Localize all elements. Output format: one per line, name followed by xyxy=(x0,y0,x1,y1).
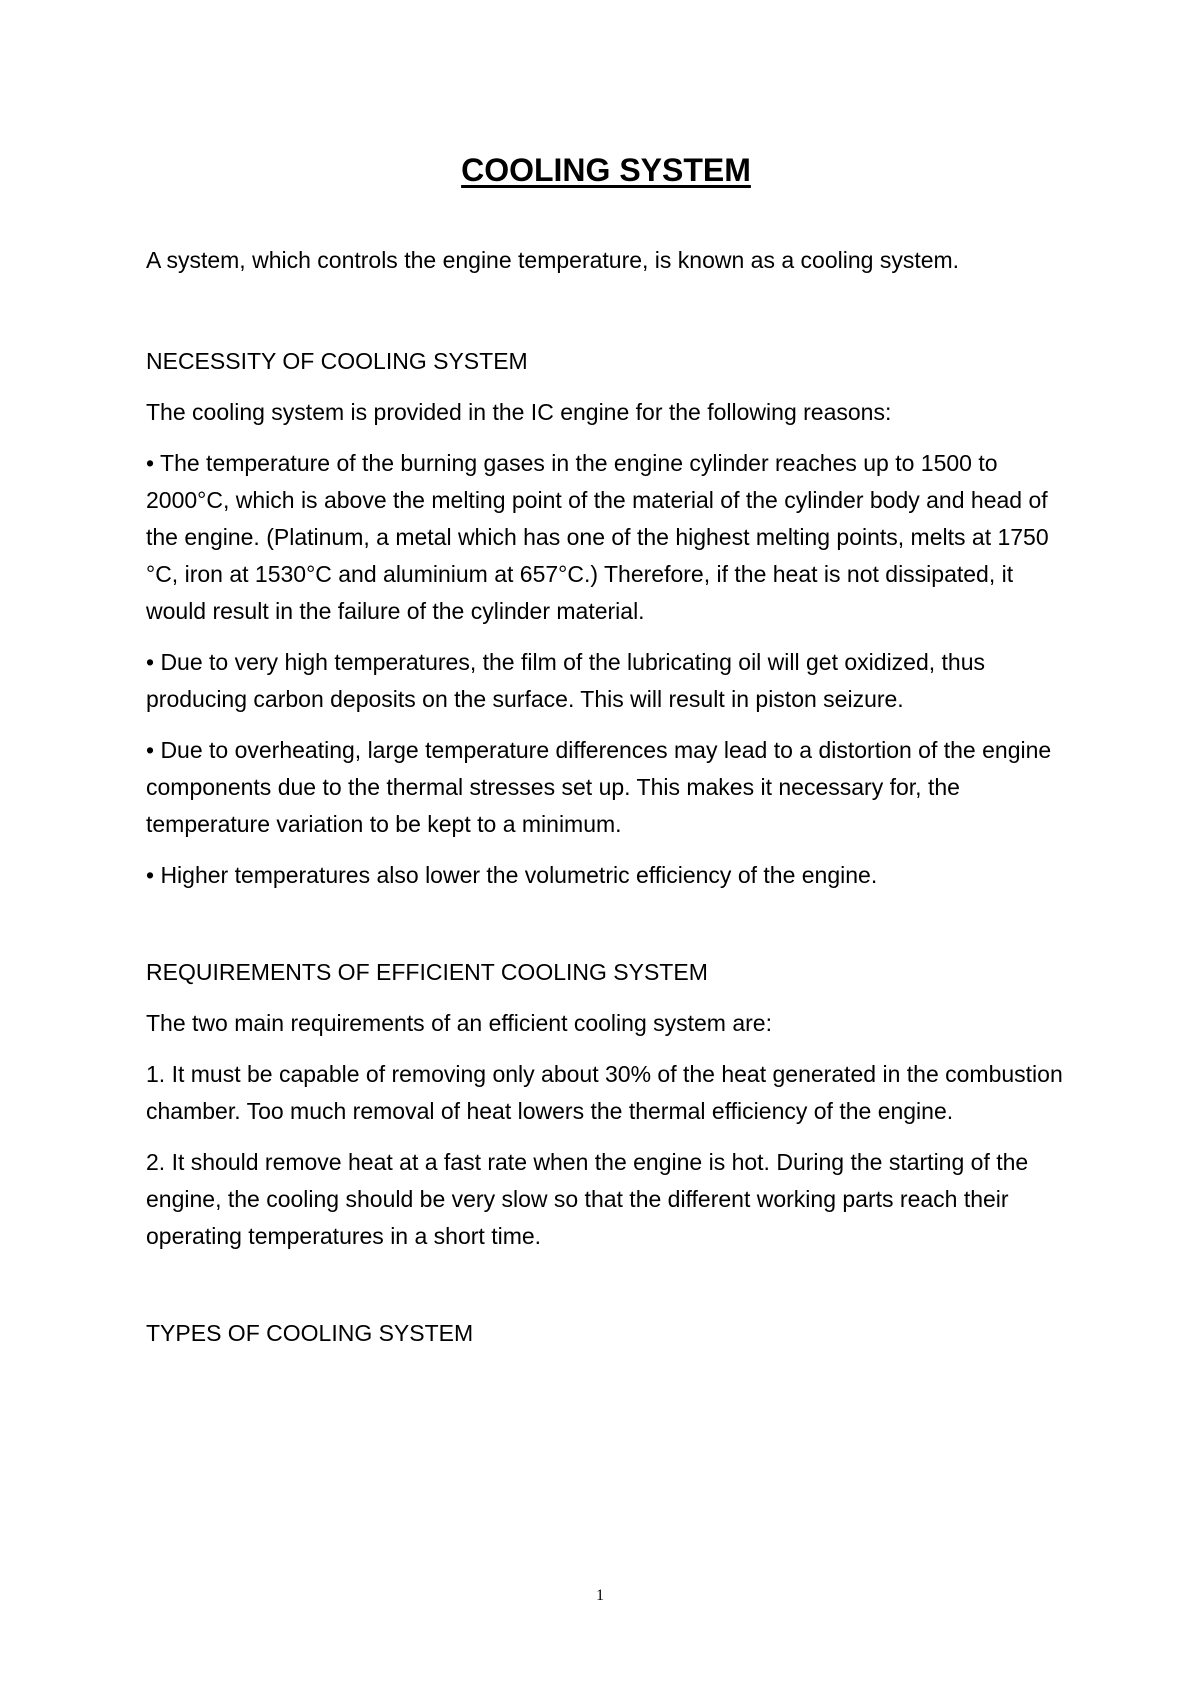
section-heading-necessity: NECESSITY OF COOLING SYSTEM xyxy=(146,348,528,374)
section-heading-types: TYPES OF COOLING SYSTEM xyxy=(146,1320,474,1346)
numbered-item: 2. It should remove heat at a fast rate when the engine is hot. During the starting of the engine, the cooling should be very slow so that the different working parts reach their operating temperatures in a short time. xyxy=(146,1149,1029,1249)
section-lead-requirements: The two main requirements of an efficient cooling system are: xyxy=(146,1010,772,1036)
section-types xyxy=(146,1315,1066,1352)
document-title: COOLING SYSTEM xyxy=(461,152,751,188)
bullet-item: • Due to very high temperatures, the film of the lubricating oil will get oxidized, thus producing carbon deposits on the surface. This will result in piston seizure. xyxy=(146,649,986,712)
section-heading-requirements: REQUIREMENTS OF EFFICIENT COOLING SYSTEM xyxy=(146,959,708,985)
document-page xyxy=(146,150,1066,1366)
numbered-item: 1. It must be capable of removing only about 30% of the heat generated in the combustion chamber. Too much removal of heat lowers the thermal efficiency of the engine. xyxy=(146,1061,1063,1124)
section-necessity xyxy=(146,343,1066,894)
page-number: 1 xyxy=(596,1587,604,1604)
intro-paragraph: A system, which controls the engine temperature, is known as a cooling system. xyxy=(146,247,960,273)
bullet-item: • Higher temperatures also lower the volumetric efficiency of the engine. xyxy=(146,862,878,888)
section-requirements xyxy=(146,954,1066,1255)
bullet-item: • The temperature of the burning gases in the engine cylinder reaches up to 1500 to 2000°C, which is above the melting point of the material of the cylinder body and head of the engine. (Platinum, a metal which has one of the highest melting points, melts at 1750 °C, iron at 1530°C and aluminium at 657°C.) Therefore, if the heat is not dissipated, it would result in the failure of the cylinder material. xyxy=(146,450,1049,624)
bullet-item: • Due to overheating, large temperature differences may lead to a distortion of the engine components due to the thermal stresses set up. This makes it necessary for, the temperature variation to be kept to a minimum. xyxy=(146,737,1052,837)
section-lead-necessity: The cooling system is provided in the IC engine for the following reasons: xyxy=(146,399,892,425)
